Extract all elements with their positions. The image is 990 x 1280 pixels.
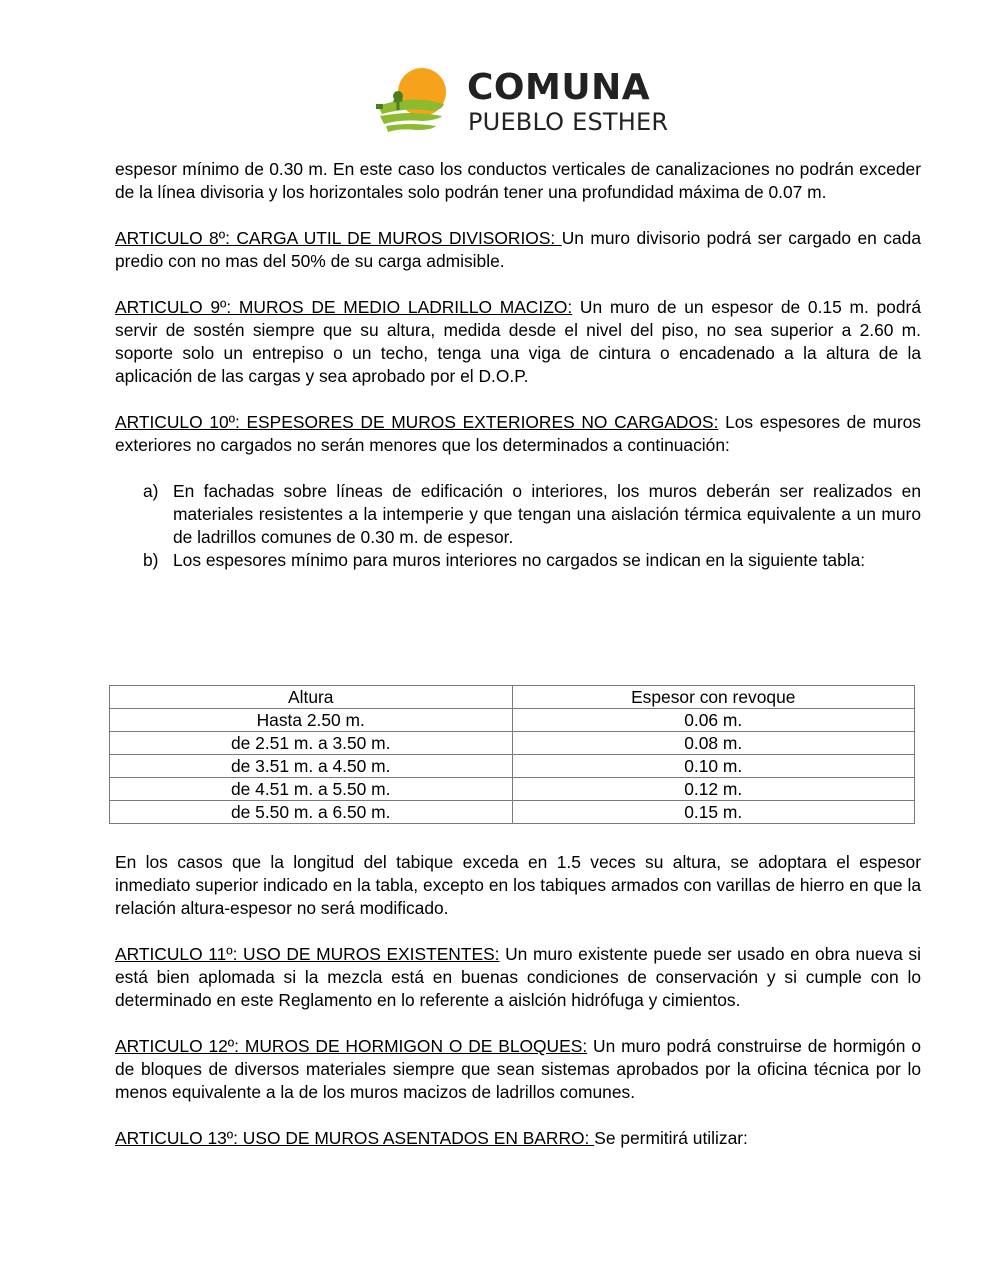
table-cell: 0.06 m. <box>512 709 915 732</box>
list-marker: a) <box>143 481 159 501</box>
comuna-logo <box>372 62 672 154</box>
table-cell: de 2.51 m. a 3.50 m. <box>110 732 513 755</box>
table-cell: Hasta 2.50 m. <box>110 709 513 732</box>
list-marker: b) <box>143 550 159 570</box>
article-10-heading: ARTICULO 10º: ESPESORES DE MUROS EXTERIORES NO CARGADOS: <box>115 412 719 432</box>
table-header-altura: Altura <box>110 686 513 709</box>
table-cell: de 5.50 m. a 6.50 m. <box>110 801 513 824</box>
table-row <box>110 732 915 755</box>
list-item-text: Los espesores mínimo para muros interiores no cargados se indican en la siguiente tabla: <box>173 550 866 570</box>
table-cell: 0.08 m. <box>512 732 915 755</box>
article-9-body: Un muro de un espesor de 0.15 m. podrá servir de sostén siempre que su altura, medida desde el nivel del piso, no sea superior a 2.60 m. soporte solo un entrepiso o un techo, tenga una viga de cintura o encadenado a la altura de la aplicación de las cargas y sea aprobado por el D.O.P. <box>115 297 921 386</box>
after-table-paragraph: En los casos que la longitud del tabique exceda en 1.5 veces su altura, se adoptara el espesor inmediato superior indicado en la tabla, excepto en los tabiques armados con varillas de hierro en que la relación altura-espesor no será modificado. <box>115 852 921 918</box>
article-12-body: Un muro podrá construirse de hormigón o de bloques de diversos materiales siempre que sean sistemas aprobados por la oficina técnica por lo menos equivalente a la de los muros macizos de ladrillos comunes. <box>115 1036 921 1102</box>
table-cell: de 4.51 m. a 5.50 m. <box>110 778 513 801</box>
table-row <box>110 801 915 824</box>
table-row <box>110 709 915 732</box>
article-9-heading: ARTICULO 9º: MUROS DE MEDIO LADRILLO MACIZO: <box>115 297 573 317</box>
article-12-heading: ARTICULO 12º: MUROS DE HORMIGON O DE BLOQUES: <box>115 1036 588 1056</box>
article-8-heading: ARTICULO 8º: CARGA UTIL DE MUROS DIVISORIOS: <box>115 228 562 248</box>
intro-paragraph: espesor mínimo de 0.30 m. En este caso los conductos verticales de canalizaciones no podrán exceder de la línea divisoria y los horizontales solo podrán tener una profundidad máxima de 0.07 m. <box>115 159 921 202</box>
table-cell: de 3.51 m. a 4.50 m. <box>110 755 513 778</box>
article-13 <box>115 1127 921 1150</box>
list-item <box>115 549 921 572</box>
article-11-heading: ARTICULO 11º: USO DE MUROS EXISTENTES: <box>115 944 500 964</box>
table-cell: 0.12 m. <box>512 778 915 801</box>
document-body <box>115 158 921 572</box>
article-11 <box>115 943 921 1012</box>
article-10-list <box>115 480 921 572</box>
table-row <box>110 755 915 778</box>
wall-thickness-table <box>109 685 915 824</box>
table-header-row <box>110 686 915 709</box>
logo-word-pueblo-esther: PUEBLO ESTHER <box>468 108 669 136</box>
document-body-continued <box>115 851 921 1150</box>
article-9 <box>115 296 921 388</box>
table-cell: 0.15 m. <box>512 801 915 824</box>
logo-word-comuna: COMUNA <box>467 67 651 108</box>
sun-landscape-icon <box>372 64 462 154</box>
list-item-text: En fachadas sobre líneas de edificación o interiores, los muros deberán ser realizados en materiales resistentes a la intemperie y que tengan una aislación térmica equivalente a un muro de ladrillos comunes de 0.30 m. de espesor. <box>173 481 921 547</box>
article-11-body: Un muro existente puede ser usado en obra nueva si está bien aplomada si la mezcla está en buenas condiciones de conservación y si cumple con lo determinado en este Reglamento en lo referente a aislción hidrófuga y cimientos. <box>115 944 921 1010</box>
article-13-body: Se permitirá utilizar: <box>594 1128 748 1148</box>
table-row <box>110 778 915 801</box>
article-13-heading: ARTICULO 13º: USO DE MUROS ASENTADOS EN BARRO: <box>115 1128 595 1148</box>
article-8-body: Un muro divisorio podrá ser cargado en cada predio con no mas del 50% de su carga admisible. <box>115 228 921 271</box>
table-header-espesor: Espesor con revoque <box>512 686 915 709</box>
table-cell: 0.10 m. <box>512 755 915 778</box>
list-item <box>115 480 921 549</box>
article-8 <box>115 227 921 273</box>
article-10 <box>115 411 921 457</box>
article-12 <box>115 1035 921 1104</box>
article-10-body: Los espesores de muros exteriores no cargados no serán menores que los determinados a continuación: <box>115 412 921 455</box>
